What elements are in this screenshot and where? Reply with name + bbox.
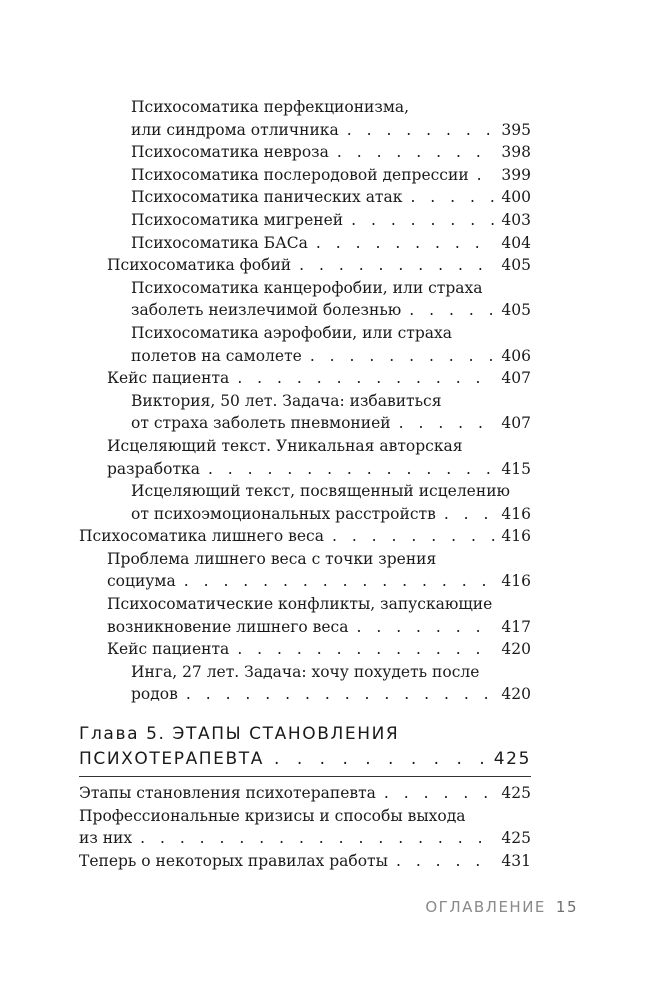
toc-entry: [131, 186, 531, 209]
footer-page-number: 15: [555, 898, 578, 916]
toc-entry-title: Кейс пациента: [107, 369, 230, 388]
toc-entry-title: Теперь о некоторых правилах работы: [79, 851, 388, 870]
dot-leader: [140, 827, 495, 849]
chapter-contents: [79, 782, 531, 872]
toc-page-number: 420: [501, 640, 531, 659]
toc-page-number: 415: [501, 459, 531, 478]
toc-entry-title: Психосоматика невроза: [131, 143, 329, 162]
dot-leader: [274, 747, 486, 772]
toc-entry: [131, 141, 531, 164]
toc-entry-title: родов: [131, 685, 178, 704]
toc-page-number: 407: [501, 369, 531, 388]
toc-page-number: 406: [501, 346, 531, 365]
toc-entry-title: Психосоматика послеродовой депрессии: [131, 165, 469, 184]
toc-entry: [131, 164, 531, 187]
dot-leader: [337, 141, 496, 163]
toc-page-number: 404: [501, 233, 531, 252]
toc-page-number: 405: [501, 256, 531, 275]
toc-page-number: 398: [501, 143, 531, 162]
dot-leader: [208, 458, 495, 480]
dot-leader: [316, 232, 496, 254]
toc-entry-title: возникновение лишнего веса: [107, 617, 349, 636]
toc-entry-title: Инга, 27 лет. Задача: хочу похудеть после: [131, 662, 480, 681]
toc-page-number: 395: [501, 120, 531, 139]
toc-entry-title: Психосоматика лишнего веса: [79, 527, 324, 546]
toc-entry-title: Этапы становления психотерапевта: [79, 784, 376, 802]
dot-leader: [332, 525, 495, 547]
toc-entry-title: от психоэмоциональных расстройств: [131, 504, 436, 523]
toc-entry: [131, 480, 531, 525]
dot-leader: [186, 683, 496, 705]
toc-page-number: 403: [501, 210, 531, 229]
toc-entry: [79, 782, 531, 805]
toc-entry-title: Исцеляющий текст, посвященный исцелению: [131, 482, 511, 501]
toc-entry: [107, 638, 531, 661]
dot-leader: [409, 299, 495, 321]
dot-leader: [310, 345, 496, 367]
toc-entry-title: из них: [79, 829, 133, 848]
toc-entry-title: Проблема лишнего веса с точки зрения: [107, 549, 437, 568]
toc-entry: [107, 548, 531, 593]
toc-entry-title: Виктория, 50 лет. Задача: избавиться: [131, 391, 442, 410]
toc-entry: [131, 232, 531, 255]
toc-entry-title: или синдрома отличника: [131, 120, 339, 139]
toc-entry-title: Психосоматика панических атак: [131, 188, 403, 207]
dot-leader: [396, 850, 495, 872]
toc-entry-title: Кейс пациента: [107, 640, 230, 659]
chapter-title: Глава 5. ЭТАПЫ СТАНОВЛЕНИЯ: [79, 724, 400, 744]
dot-leader: [237, 367, 495, 389]
toc-page-number: 405: [501, 301, 531, 320]
toc-entry-title: разработка: [107, 459, 200, 478]
toc-entry-title: Исцеляющий текст. Уникальная авторская: [107, 436, 463, 455]
table-of-contents: [79, 96, 531, 706]
toc-entry: [79, 850, 531, 873]
dot-leader: [351, 209, 495, 231]
toc-entry: [131, 390, 531, 435]
toc-entry-title: Психосоматика мигреней: [131, 210, 344, 229]
toc-entry-title: Психосоматика фобий: [107, 256, 292, 275]
running-footer: [425, 898, 578, 916]
toc-page-number: 416: [501, 527, 531, 546]
toc-page-number: 420: [501, 685, 531, 704]
chapter-divider: [79, 776, 531, 777]
toc-page-number: 416: [501, 572, 531, 591]
toc-page-number: 425: [501, 829, 531, 848]
toc-entry: [79, 525, 531, 548]
chapter-page-number: 425: [493, 749, 531, 769]
chapter-title: ПСИХОТЕРАПЕВТА: [79, 749, 265, 769]
dot-leader: [444, 503, 496, 525]
toc-page-number: 417: [501, 617, 531, 636]
toc-page-number: 416: [501, 504, 531, 523]
toc-entry: [131, 96, 531, 141]
footer-section-title: ОГЛАВЛЕНИЕ: [425, 898, 546, 916]
toc-entry-title: заболеть неизлечимой болезнью: [131, 301, 402, 320]
toc-page-number: 400: [501, 188, 531, 207]
dot-leader: [237, 638, 495, 660]
dot-leader: [384, 782, 495, 804]
toc-entry-title: полетов на самолете: [131, 346, 302, 365]
dot-leader: [356, 616, 495, 638]
toc-page-number: 425: [501, 784, 531, 802]
toc-entry: [79, 805, 531, 850]
toc-entry-title: социума: [107, 572, 176, 591]
toc-page-number: 431: [501, 851, 531, 870]
toc-entry: [107, 254, 531, 277]
toc-entry-title: Психосоматика перфекционизма,: [131, 98, 410, 116]
chapter-heading: [79, 722, 531, 772]
toc-entry: [107, 435, 531, 480]
toc-entry-title: от страха заболеть пневмонией: [131, 414, 391, 433]
toc-entry-title: Профессиональные кризисы и способы выхода: [79, 806, 466, 825]
dot-leader: [410, 186, 495, 208]
toc-entry-title: Психосоматические конфликты, запускающие: [107, 595, 493, 614]
toc-entry-title: Психосоматика аэрофобии, или страха: [131, 323, 452, 342]
toc-entry-title: Психосоматика БАСа: [131, 233, 308, 252]
toc-entry-title: Психосоматика канцерофобии, или страха: [131, 278, 483, 297]
toc-entry: [131, 209, 531, 232]
toc-page-number: 399: [501, 165, 531, 184]
dot-leader: [184, 570, 496, 592]
dot-leader: [299, 254, 495, 276]
toc-entry: [107, 367, 531, 390]
toc-entry: [131, 277, 531, 322]
toc-entry: [107, 593, 531, 638]
dot-leader: [477, 164, 496, 186]
toc-page-number: 407: [501, 414, 531, 433]
dot-leader: [347, 119, 496, 141]
dot-leader: [399, 412, 496, 434]
toc-entry: [131, 322, 531, 367]
toc-entry: [131, 661, 531, 706]
